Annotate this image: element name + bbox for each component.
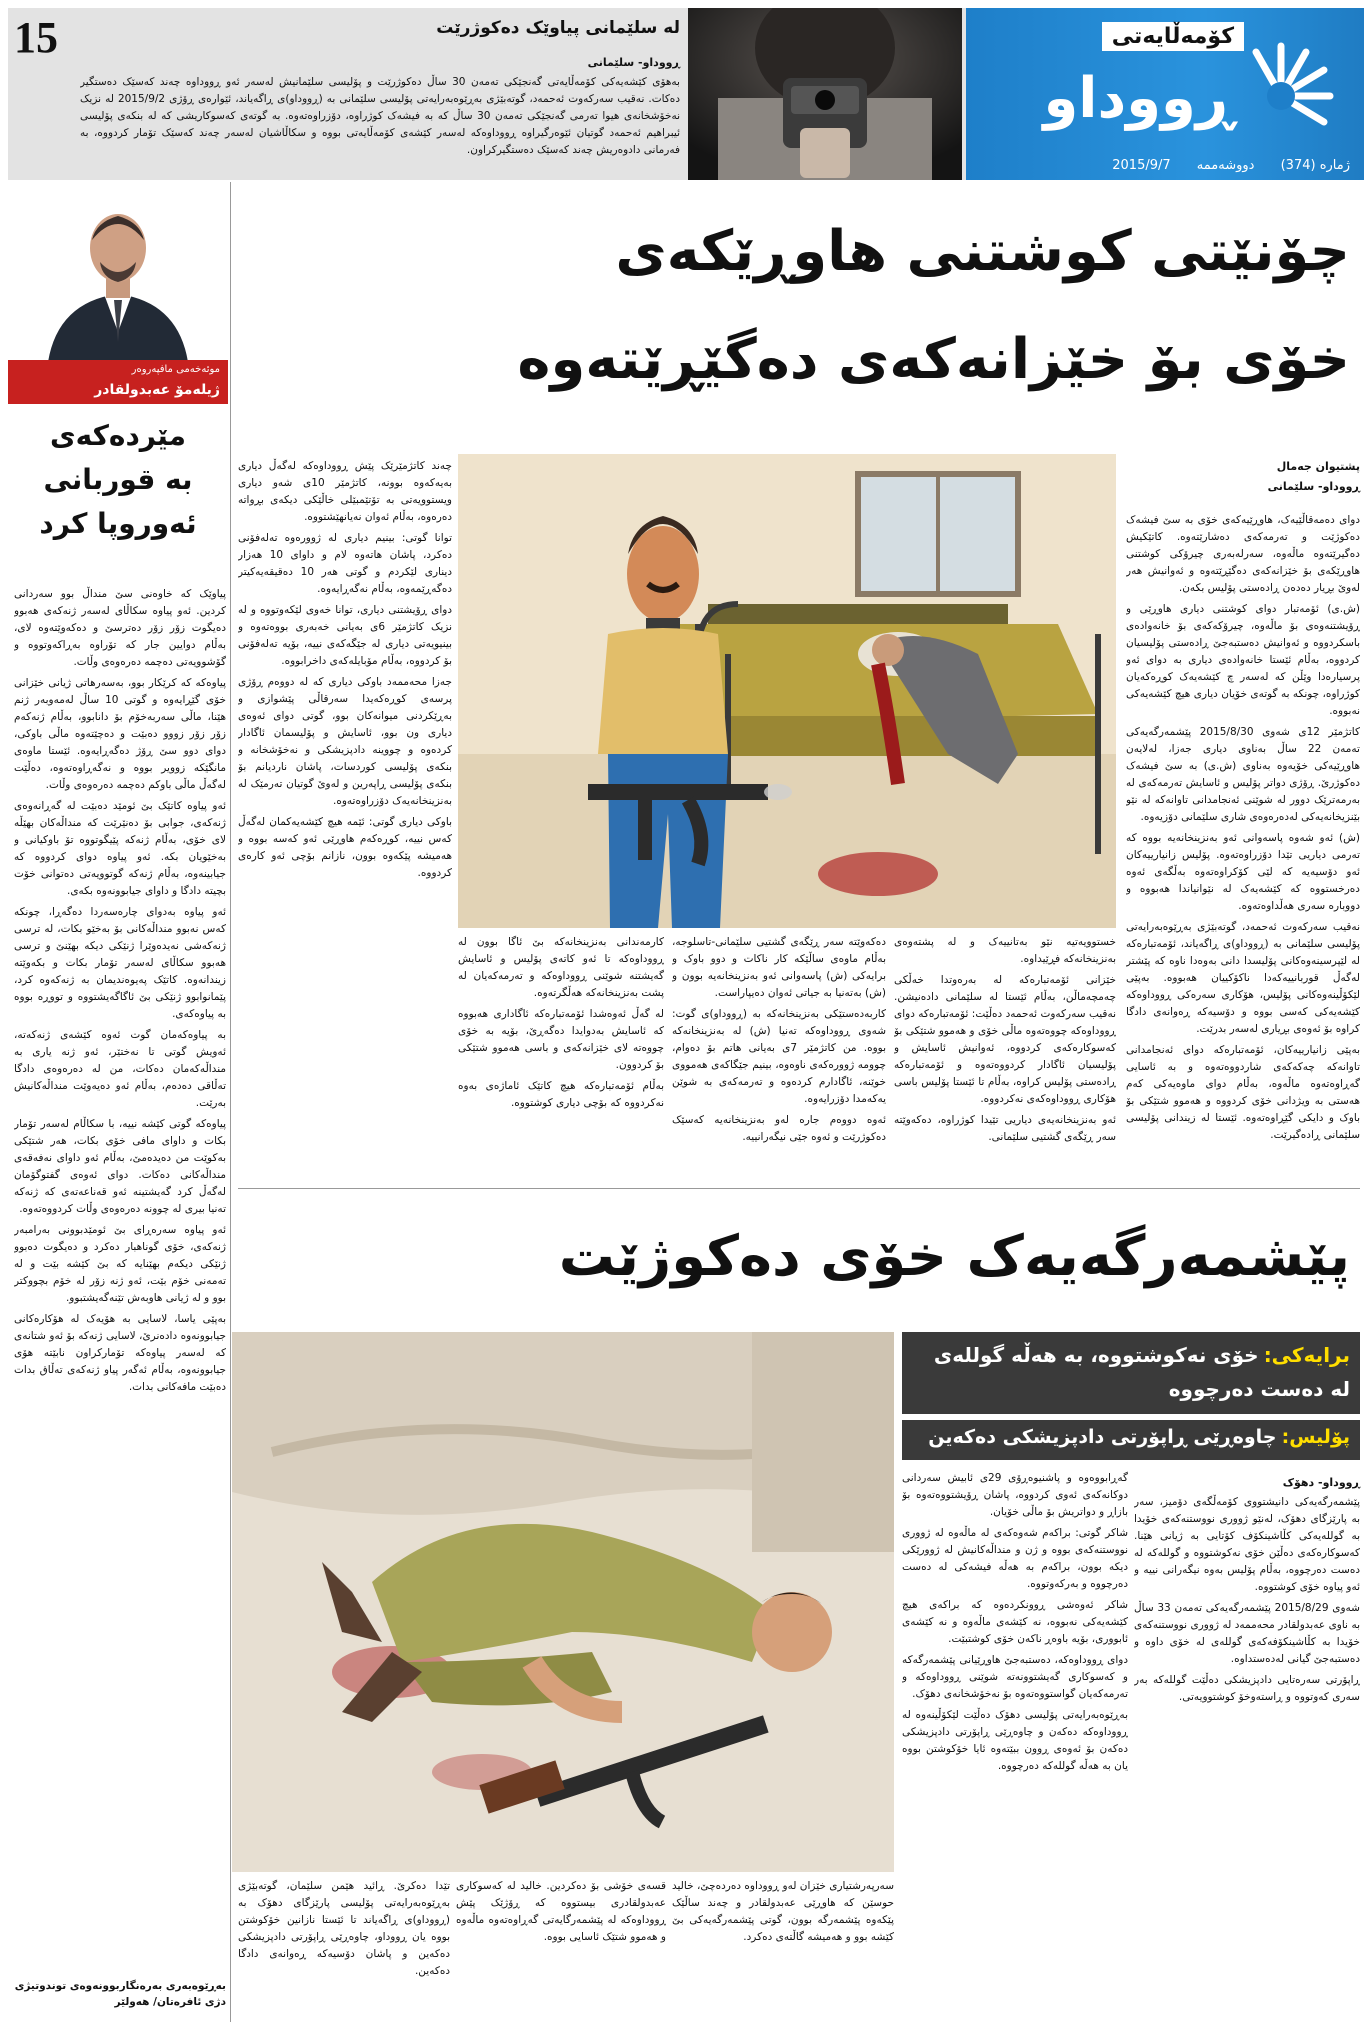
teaser-headline: لە سلێمانی پیاوێک دەکوژرێت <box>436 18 680 38</box>
article-paragraph: ئەوە دووەم جارە لەو بەنزینخانەیە کەسێک دەکوژرێت و ئەوە جێی نیگەرانییە. <box>672 1114 886 1143</box>
column-paragraph: بەپێی یاسا، لاسایی بە هۆیەک لە هۆکارەکانی جیابوونەوە دادەنرێ، لاسایی ژنەکە بۆ ئەو شتانەی کە لەسەر پیاوەکە تۆمارکراون نابێتە هۆی جیابوونەوە، بەڵام ئەگەر پیاو ژنەکەی تەڵاق بدات دەبێت مافەکانی بدات. <box>14 1313 226 1393</box>
column-title-line: مێردەکەی <box>49 419 186 452</box>
article-paragraph: (ش.ی) ئۆمەتبار دوای کوشتنی دیاری هاوڕێی و ڕۆیشتنەوەی بۆ ماڵەوە، چیرۆکەکەی بۆ خانەوادەی باسکردووە و ئەوانیش دەستبەجێ ڕادەستی پۆلیسیان کردووە، بەڵام ئێستا خانەوادەی دیاری بە دوای ئەو پرسیارەدا وێڵن کە لەسەر چ کێشەیەک کوڕەکەیان کوژراوە، چونکە بە گوتەی خۆیان دیاری هیچ کێشەیەکی نەبووە. <box>1126 603 1360 717</box>
column-paragraph: پیاوێک کە خاوەنی سێ منداڵ بوو سەردانی کردین. ئەو پیاوە سکاڵای لەسەر ژنەکەی هەبوو دەیگوت زۆر زۆر دەترسێ و دەکەوێتەوە لای، بەڵام دوایین جار کە تۆراوە بەڕاکەوتووە و گۆشوویەتی دەچمە دەرەوەی وڵات. <box>14 588 226 668</box>
article1-column-4 <box>458 934 664 1179</box>
article2-column-2 <box>902 1470 1128 2024</box>
article-paragraph: جەزا محەممەد باوکی دیاری کە لە دووەم ڕۆژی پرسەی کوڕەکەیدا سەرقاڵی پێشوازی و بەڕێکردنی میوانەکان بوو، گوتی دوای ئەوەی دیاری ون بوو، ئاسایش و پۆلیسمان ئاگادار کردەوە و چووینە دادپزیشکی و نەخۆشخانە و بنکەی پۆلیسی کوردسات، پاشان ناردیانم بۆ بنکەی پۆلیسی ڕاپەرین و لەوێ گوتیان تەرمێک لە بەنزینخانەیەک دۆزراوەتەوە. <box>238 676 452 807</box>
article-paragraph: دوای ڕۆیشتنی دیاری، توانا خەوی لێکەوتووە و لە نزیک کاتژمێر 6ی بەیانی خەبەری بووەتەوە و بینیویەتی دیاری لە جێگەکەی نییە، بۆیە تەلەفۆنی بۆ کردووە، بەڵام مۆبایلەکەی داخرابووە. <box>238 604 452 667</box>
column-paragraph: ئەو پیاوە کاتێک بێ ئومێد دەبێت لە گەڕانەوەی ژنەکەی، جوابی بۆ دەنێرێت کە منداڵەکان بهێڵە لای خۆی، بەڵام ژنەکە پێیگوتووە تۆ باوکیانی و بەخێویان بکە. ئەو پیاوە دوای کردووە کە جیابینەوە، بەڵام ژنەکە گوتوویەتی دەتوانی خۆت بچیتە دادگا و داوای جیابوونەوە بکەی. <box>14 800 226 897</box>
subhead-label: پۆلیس: <box>1281 1426 1350 1448</box>
article-paragraph: توانا گوتی: بینیم دیاری لە ژوورەوە تەلەفۆنی دەکرد، پاشان هاتەوە لام و داوای 10 هەزار دیناری لێکردم و گوتی هەر 10 دەقیقەیەکیتر دەگەڕێمەوە، بەڵام نەگەڕایەوە. <box>238 532 452 595</box>
columnist-name: ژیلەمۆ عەبدولقادر <box>94 382 220 398</box>
column-divider <box>230 182 231 2022</box>
article2-subhead-brother <box>902 1332 1360 1414</box>
article-paragraph: دوای ڕووداوەکە، دەستبەجێ هاوڕێیانی پێشمەرگەکە و کەسوکاری گەیشتوونەتە شوێنی ڕووداوەکە و تەرمەکەیان گواستووەتەوە بۆ نەخۆشخانەی دهۆک. <box>902 1654 1128 1700</box>
subhead-label: برایەکی: <box>1263 1343 1350 1367</box>
article-paragraph: شەوی 2015/8/29 پێشمەرگەیەکی تەمەن 33 ساڵ بە ناوی عەبدولقادر محەممەد لە ژووری نووستنەکەی خۆیدا بە کڵاشینکۆفەکەی گوللەی لە خۆی داوە و دەستبەجێ گیانی لەدەستداوە. <box>1134 1602 1360 1665</box>
article-paragraph: بەپێی زانیارییەکان، ئۆمەتبارەکە دوای ئەنجامدانی تاوانەکە چەکەکەی شاردووەتەوە و بە ئاسایی گەڕاوەتەوە ماڵەوە، بەڵام دوای ماوەیەکی کەم هەستی بە ویژدانی خۆی کردووە و هەموو شتێکی بۆ باوک و دایکی گێڕاوەتەوە. ئێستا لە زیندانی پۆلیسی سلێمانی ڕادەگیرێت. <box>1126 1044 1360 1141</box>
issue-info <box>1090 158 1350 173</box>
columnist-photo <box>8 182 228 362</box>
subhead-text: چاوەڕێی ڕاپۆرتی دادپزیشکی دەکەین <box>928 1426 1277 1448</box>
article2-column-4 <box>456 1878 666 2028</box>
article-paragraph: خێزانی ئۆمەتبارەکە لە بەرەوتدا خەڵکی چەمچەماڵن، بەڵام ئێستا لە سلێمانی دادەنیشن. نەقیب سەرکەوت ئەحمەد دەڵێت: ئۆمەتبارەکە دوای ڕووداوەکە چووەتەوە ماڵی خۆی و هەموو شتێکی بۆ کەسوکارەکەی کردووە، ئەوانیش ئاسایش و پۆلیسیان ئاگادار کردووەتەوە و ئۆمەتبارەکە ڕادەستی پۆلیس کراوە، بەڵام تا ئێستا پۆلیس باسی هۆکاری ڕووداوەکەی نەکردووە. <box>894 974 1116 1105</box>
soldier-illustration <box>232 1332 894 1872</box>
article-paragraph: لە گەڵ ئەوەشدا ئۆمەتبارەکە ئاگاداری هەبووە کە ئاسایش بەدوایدا دەگەڕێ، بۆیە بە خۆی چووەتە لای خێزانەکەی و باسی هەموو شتێکی بۆ کردوون. <box>458 1008 664 1071</box>
article-paragraph: کارمەندانی بەنزینخانەکە بێ ئاگا بوون لە ڕووداوەکە تا ئەو کاتەی پۆلیس و ئاسایش گەیشتنە شوێنی ڕووداوەکە و تەرمەکەیان لە پشت بەنزینخانەکە هەڵگرتەوە. <box>458 936 664 999</box>
article-paragraph: بەڕێوەبەرایەتی پۆلیسی دهۆک دەڵێت لێکۆڵینەوە لە ڕووداوەکە دەکەن و چاوەڕێی ڕاپۆرتی دادپزیشکی دەکەن بۆ ئەوەی ڕوون ببێتەوە ئایا خۆکوشتن بووە یان بە هەڵە گوللەکە دەرچووە. <box>902 1709 1128 1772</box>
article-paragraph: سەرپەرشتیاری خێزان لەو ڕووداوە دەردەچێ، خالید حوسێن کە هاوڕێی عەبدولقادر و چەند ساڵێک پێکەوە پێشمەرگە بوون، گوتی پێشمەرگەیەکی بێ کێشە بوو و هەمیشە گاڵتەی دەکرد. <box>672 1880 894 1943</box>
column-body <box>14 586 226 1976</box>
article-paragraph: قسەی خۆشی بۆ دەکردین. خالید لە کەسوکاری عەبدولقادری بیستووە کە ڕۆژێک پێش ڕووداوەکە لە پێشمەرگایەتی گەڕاوەتەوە ماڵەوە و هەموو شتێک ئاسایی بووە. <box>456 1880 666 1943</box>
article2-column-3 <box>672 1878 894 2028</box>
article2-byline: ڕووداو- دهۆک <box>1282 1476 1360 1489</box>
article-paragraph: چەند کاتژمێرێک پێش ڕووداوەکە لەگەڵ دیاری بەیەکەوە بوونە، کاتژمێر 10ی شەو دیاری ویستوویەتی بە تۆتێمبێلی خاڵێکی دیکەی بڕواتە دەرەوە، بەڵام ئەوان نەیانهێشتووە. <box>238 460 452 523</box>
issue-number: ژمارە (374) <box>1280 158 1350 173</box>
article2-headline: پێشمەرگەیەک خۆی دەکوژێت <box>558 1224 1350 1289</box>
murder-illustration <box>458 454 1116 928</box>
issue-weekday: دووشەممە <box>1196 158 1255 173</box>
page-number: 15 <box>14 13 58 62</box>
article2-subhead-police <box>902 1420 1360 1460</box>
column-title <box>8 414 228 546</box>
article1-headline-line1: چۆنێتی کوشتنی هاوڕێکەی <box>615 219 1350 284</box>
article1-byline-name: پشتیوان جەمال <box>1276 460 1360 473</box>
column-title-line: ئەوروپا کرد <box>39 507 197 540</box>
article1-column-1 <box>1126 512 1360 1177</box>
column-paragraph: بە پیاوەکەمان گوت ئەوە کێشەی ژنەکەتە، ئەویش گوتی تا نەختێر، ئەو ژنە یاری بە منداڵەکەمان دەکات، من لە دەرەوەی دادگا تەڵاقی دەدەم، بەڵام ئەو دەیەوێت منداڵەکانیش بەرێت. <box>14 1029 226 1109</box>
article-paragraph: نەقیب سەرکەوت ئەحمەد، گوتەبێژی بەڕێوەبەرایەتی پۆلیسی سلێمانی بە (ڕووداو)ی ڕاگەیاند، ئۆمەتبارەکە لە لێپرسینەوەکانی پۆلیسدا دانی بەوەدا ناوە کە پێشتر لەگەڵ قوربانییەکەدا ناکۆکییان هەبووە. بەپێی لێکۆڵینەوەکانی پۆلیس، هۆکاری سەرەکی ڕووداوەکە کێشەیەکی کەسی بووە و دۆسیەکە ڕەوانەی دادگا کراوە بۆ ئەوەی بڕیاری لەسەر بدرێت. <box>1126 921 1360 1035</box>
article2-column-1 <box>1134 1494 1360 2024</box>
article-paragraph: کاتژمێر 12ی شەوی 2015/8/30 پێشمەرگەیەکی تەمەن 22 ساڵ بەناوی دیاری جەزا، لەلایەن هاوڕێیەکی خۆیەوە بەناوی (ش.ی) بە سێ فیشەک دەکوژرێ. ڕۆژی دواتر پۆلیس و ئاسایش تەرمەکەی لە بەرمەترێک دوور لە شوێنی ئەنجامدانی تاوانەکە لە نێو بێنزیخانەیەکی لەدەرەوەی شاری سلێمانی دۆزیەوە. <box>1126 726 1360 823</box>
column-paragraph: ئەو پیاوە بەدوای چارەسەردا دەگەڕا، چونکە کەس نەبوو منداڵەکانی بۆ بەخێو بکات، لە ترسی ژنەکەشی نەیدەوێرا ژنێکی دیکە بهێنێ و ترسی هەبوو سکاڵای لەسەر تۆمار بکات و بکەوێتە زیندانەوە. کاتێک پەیوەندیمان بە ژنەکەوە کرد، پێمانوابوو ژنێکی بێ ئاگاگەیشتووە و تووڕە بووە بە پیاوەکەی. <box>14 906 226 1020</box>
article-paragraph: دەکەوێتە سەر ڕێگەی گشتیی سلێمانی-تاسلوجە، بەڵام ماوەی ساڵێکە کار ناکات و دوو باوک و برایەکی (ش) پاسەوانی ئەو بەنزینخانەیە بوون و (ش) بەتەنیا بە جیاتی ئەوان دەیپاراست. <box>672 936 886 999</box>
column-paragraph: پیاوەکە کە کرێکار بوو، بەسەرهاتی ژیانی خێزانی خۆی گێڕایەوە و گوتی 10 ساڵ لەمەوبەر ژنم هێنا، ماڵی سەربەخۆم بۆ دانابوو، بەڵام ژنەکەم زۆر زۆر زووو دەبێت و دەچێتەوە ماڵی باوکی، دوای دوو سێ ڕۆژ دەگەڕایەوە. ئێستا ماوەی مانگێکە زوویر بووە و نەگەڕاوەتەوە، دەڵێت لەگەڵ ماڵی باوکم دەچمە دەرەوەی وڵات. <box>14 677 226 791</box>
masthead-logo-box <box>966 8 1364 180</box>
columnist-role: موئەخەمی مافپەروەر <box>131 364 220 375</box>
article-paragraph: تێدا دەکرێ. ڕائید هێمن سلێمان، گوتەبێژی بەڕێوەبەرایەتی پۆلیسی پارێزگای دهۆک بە (ڕووداو)ی ڕاگەیاند تا ئێستا نازانین خۆکوشتن بووە یان ڕووداو، چاوەڕێی ڕاپۆرتی دادپزیشکی دەکەین و پاشان دۆسیەکە ڕەوانەی دادگا دەکەین. <box>238 1880 450 1977</box>
article1-headline-line2: خۆی بۆ خێزانەکەی دەگێڕێتەوە <box>517 327 1350 392</box>
gun-photo <box>688 8 962 180</box>
article-paragraph: خستوویەتیە نێو بەتانییەک و لە پشتەوەی بەنزینخانەکە فڕێیداوە. <box>894 936 1116 965</box>
article-paragraph: ڕاپۆرتی سەرەتایی دادپزیشکی دەڵێت گوللەکە بەر سەری کەوتووە و ڕاستەوخۆ کوشتوویەتی. <box>1134 1674 1360 1703</box>
column-footnote: بەڕێوەبەری بەرەنگاربوونەوەی توندوتیژی دژی ئافرەتان/ هەولێر <box>14 1980 226 2008</box>
article1-column-3 <box>672 934 886 1179</box>
article-paragraph: باوکی دیاری گوتی: ئێمە هیچ کێشەیەکمان لەگەڵ کەس نییە، کوڕەکەم هاوڕێی ئەو کەسە بووە و هەمیشە پێکەوە بوون، نازانم بۆچی ئەو کارەی کردووە. <box>238 816 452 879</box>
section-label: کۆمەڵایەتی <box>1102 22 1244 51</box>
columnist-banner <box>8 360 228 404</box>
article-paragraph: کاربەدەستێکی بەنزینخانەکە بە (ڕووداو)ی گوت: شەوی ڕووداوەکە تەنیا (ش) لە بەنزینخانەکە بووە. من کاتژمێر 7ی بەیانی هاتم بۆ دەوام، چوومە ژوورەکەی ناوەوە، بینیم جێگاکەی هەمووی خوێنە، ئاگادارم کردەوە و تەرمەکەی بە شوێن یەکەمدا دۆزرایەوە. <box>672 1008 886 1105</box>
article-paragraph: بەڵام ئۆمەتبارەکە هیچ کاتێک ئاماژەی بەوە نەکردووە کە بۆچی دیاری کوشتووە. <box>458 1080 664 1109</box>
article-paragraph: پێشمەرگەیەکی دانیشتووی کۆمەڵگەی دۆمیز، سەر بە پارێزگای دهۆک، لەنێو ژووری نووستنەکەی خۆیدا بە گوللەیەکی کڵاشینکۆف کۆتایی بە ژیانی هێنا. کەسوکارەکەی دەڵێن خۆی نەکوشتووە و گوللەکە لە دەست دەرچووە، بەڵام پۆلیس بەوە نیگەرانی نییە و ئەو پیاوە خۆی کوشتووە. <box>1134 1496 1360 1593</box>
article-paragraph: گەڕابووەوە و پاشنیوەڕۆی 29ی ئابیش سەردانی دوکانەکەی ئەوی کردووە، پاشان ڕۆیشتووەتەوە بۆ بازاڕ و دواتریش بۆ ماڵی خۆیان. <box>902 1472 1128 1518</box>
subhead-text: خۆی نەکوشتووە، بە هەڵە گوللەی لە دەست دەرچووە <box>933 1343 1350 1401</box>
logo-wordmark: ڕووداو <box>1043 66 1234 131</box>
teaser-byline: ڕووداو- سلێمانی <box>587 56 680 69</box>
column-paragraph: ئەو پیاوە سەرەڕای بێ ئومێدبوونی بەرامبەر ژنەکەی، خۆی گوناهبار دەکرد و دەیگوت دەبوو ژنێکی دیکەم بهێنایە کە بێ کێشە بێت و لە تەمەنی خۆم بێت، ئەو ژنە زۆر لە خۆم بچووکتر بوو و لە ژیانی هاوبەش تێنەگەیشتبوو. <box>14 1224 226 1304</box>
issue-date: 2015/9/7 <box>1112 158 1171 173</box>
column-title-line: بە قوربانی <box>43 463 193 496</box>
article-paragraph: شاکر گوتی: براکەم شەوەکەی لە ماڵەوە لە ژووری نووستنەکەی بووە و ژن و منداڵەکانیش لە ژوورێکی دیکە بوون، براکەم بە هەڵە فیشەکی لە دەست دەرچووە و بەرکەوتووە. <box>902 1527 1128 1590</box>
article1-column-5 <box>238 458 452 1183</box>
article1-column-2 <box>894 934 1116 1179</box>
teaser-body: بەهۆی کێشەیەکی کۆمەڵایەتی گەنجێکی تەمەن 30 ساڵ دەکوژرێت و پۆلیسی سلێمانیش لەسەر ئەو ڕووداوە چەند کەسێک دەستگیر دەکات. نەقیب سەرکەوت ئەحمەد، گوتەبێژی بەڕێوەبەرایەتی پۆلیسی سلێمانی بە (ڕووداو)ی ڕاگەیاند، ئێوارەی ڕۆژی 2015/9/2 لە نزیک نەخۆشخانەی هیوا تەرمی گەنجێکی تەمەن 30 ساڵ کە بە فیشەک کوژراوە، دۆزراوەتەوە. بە گوتەی کەسوکاریشی کە لە بنکەی پۆلیسی ئیبراهیم ئەحمەد گوتیان ئێوەرگیراوە ڕووداوەکە لەسەر کێشەی کۆمەڵایەتی بووە و سکاڵاشیان لەسەر چەند کەسێک تۆمار کردووە، بە فەرمانی دادوەریش چەند کەسێک دەستگیرکراون. <box>80 76 680 156</box>
section-divider <box>238 1188 1360 1189</box>
article-paragraph: (ش) ئەو شەوە پاسەوانی ئەو بەنزینخانەیە بووە کە تەرمی دیاریی تێدا دۆزراوەتەوە. پۆلیس زانیارییەکان ئەو دۆسیەیە کە لێی کۆکراوەتەوە بەڵگەی ئەوە دەرخستووە کە کێشەیەک لە نێوانیاندا هەبووە و دووبارە سەری هەڵداوەتەوە. <box>1126 832 1360 912</box>
logo-rays-icon <box>1226 36 1336 146</box>
article-paragraph: ئەو بەنزینخانەیەی دیاریی تێیدا کوژراوە، دەکەوێتە سەر ڕێگەی گشتیی سلێمانی. <box>894 1114 1116 1143</box>
article-paragraph: شاکر ئەوەشی ڕوونکردەوە کە براکەی هیچ کێشەیەکی نەبووە، نە کێشەی ماڵەوە و نە کێشەی ئابووری، بۆیە باوەڕ ناکەن خۆی کوشتبێت. <box>902 1599 1128 1645</box>
article-paragraph: دوای دەمەقاڵێیەک، هاوڕێیەکەی خۆی بە سێ فیشەک دەکوژێت و تەرمەکەی دەشارێتەوە. کاتێکیش دەگیرێتەوە ماڵەوە، سەرلەبەری چیرۆکی کوشتنی هاوڕێکەی بۆ خێزانەکەی دەگێڕێتەوە و ئەوانیش هەر لەوێ بڕیار دەدەن ڕادەستی پۆلیس بکەن. <box>1126 514 1360 594</box>
column-paragraph: پیاوەکە گوتی کێشە نییە، با سکاڵام لەسەر تۆمار بکات و داوای مافی خۆی بکات، هەر شتێکی بەکوێت من دەیدەمێ، بەڵام ئەو داوای نەفەقەی منداڵەکانی دەکات. دوای ئەوەی گفتوگۆمان لەگەڵ کرد گەیشتینە ئەو قەناعەتەی کە ژنەکە تەنیا بیری لە چوونە دەرەوەی وڵات کردووەتەوە. <box>14 1118 226 1215</box>
article2-column-5 <box>238 1878 450 2028</box>
article1-byline-place: ڕووداو- سلێمانی <box>1267 480 1360 493</box>
